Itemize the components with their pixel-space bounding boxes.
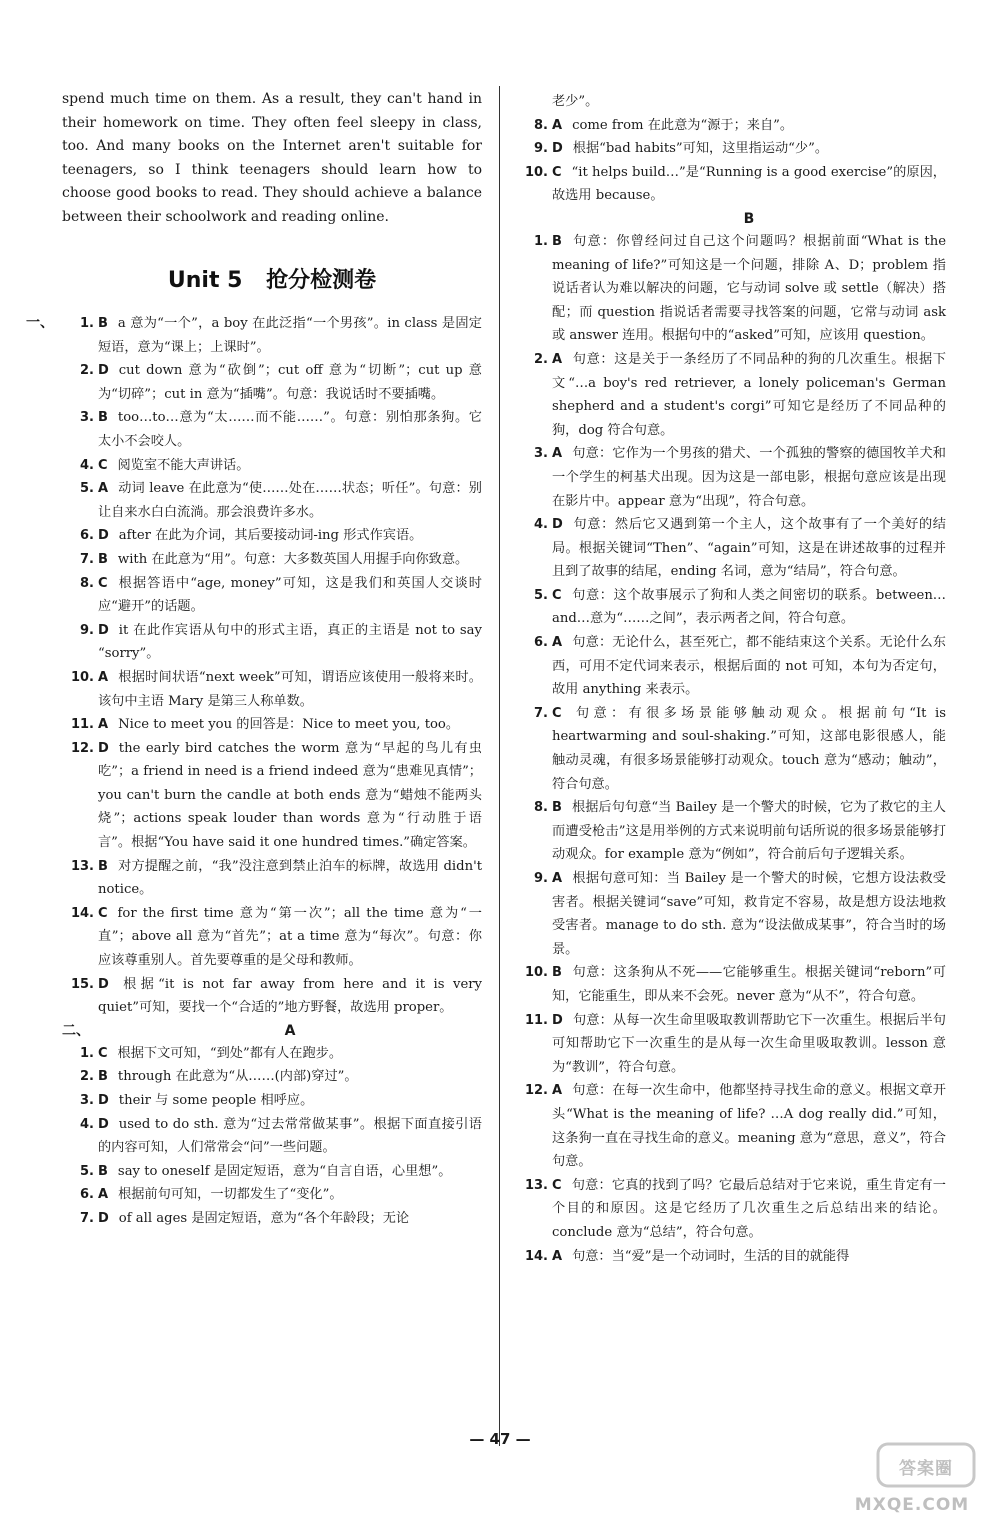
explanation-text: 句意：在每一次生命中，他都坚持寻找生命的意义。根据文章开头“What is the meaning of life? …A dog really did.”可知，这条狗一直在寻找生命的意义。meaning 意为“意思，意义”，符合句意。 — [552, 1083, 946, 1170]
answer-letter: A — [552, 635, 563, 651]
question-number: 12. — [524, 1083, 548, 1099]
answer-letter: A — [552, 351, 563, 367]
answer-letter: C — [552, 705, 562, 721]
section-1-item — [80, 524, 482, 548]
explanation-text: “it helps build…”是“Running is a good exercise”的原因，故选用 because。 — [552, 164, 946, 204]
section-2b-item — [534, 442, 946, 513]
question-number: 13. — [70, 858, 94, 874]
right-column — [516, 90, 946, 1268]
explanation-text: through 在此意为“从……(内部)穿过”。 — [117, 1069, 358, 1085]
section-1-item — [70, 666, 482, 713]
section-2b-item — [524, 1009, 946, 1080]
section-1-item — [80, 454, 482, 478]
explanation-text: 句意：这个故事展示了狗和人类之间密切的联系。between…and…意为“……之间”，表示两者之间，符合句意。 — [552, 587, 946, 627]
answer-letter: D — [552, 141, 563, 157]
explanation-text: with 在此意为“用”。句意：大多数英国人用握手向你致意。 — [117, 551, 469, 567]
answer-letter: B — [98, 858, 108, 874]
explanation-text: 根据时间状语“next week”可知，谓语应该使用一般将来时。该句中主语 Mary 是第三人称单数。 — [98, 669, 482, 709]
section-2a-item — [80, 1065, 482, 1089]
question-number: 2. — [80, 363, 94, 379]
explanation-text: after 在此为介词，其后要接动词-ing 形式作宾语。 — [118, 528, 423, 544]
question-number: 11. — [70, 717, 94, 733]
question-number: 6. — [80, 528, 94, 544]
answer-letter: D — [98, 1116, 109, 1132]
answer-letter: D — [98, 976, 109, 992]
intro-paragraph: spend much time on them. As a result, they can't hand in their homework on time. They often feel sleepy in class, too. And many books on the Internet aren't suitable for teenagers, so I think teenagers should learn how to choose good books to read. They should achieve a balance between their schoolwork and reading online. — [62, 91, 482, 225]
question-number: 4. — [534, 517, 548, 533]
explanation-text: 根据“it is not far away from here and it is very quiet”可知，要找一个“合适的”地方野餐，故选用 proper。 — [98, 976, 482, 1016]
question-number: 9. — [534, 871, 548, 886]
question-number: 7. — [80, 551, 94, 567]
continued-text: 老少”。 — [552, 94, 599, 109]
question-number: 3. — [80, 410, 94, 426]
explanation-text: 根据下文可知，“到处”都有人在跑步。 — [117, 1045, 343, 1061]
answer-letter: C — [98, 1045, 108, 1061]
explanation-text: 对方提醒之前，“我”没注意到禁止泊车的标牌，故选用 didn't notice。 — [98, 858, 482, 898]
explanation-text: 句意：有很多场景能够触动观众。根据前句“It is heartwarming and soul-shaking.”可知，这部电影很感人，能触动灵魂，有很多场景能够打动观众。touch 意为“感动；触动”，符合句意。 — [552, 705, 946, 792]
section-1-item — [70, 902, 482, 973]
section-2b-item — [534, 702, 946, 796]
section-1-item — [70, 855, 482, 902]
section-1-item — [80, 548, 482, 572]
section-1-item — [80, 477, 482, 524]
answer-letter: A — [552, 1248, 563, 1264]
question-number: 6. — [534, 635, 548, 651]
answer-letter: C — [98, 905, 108, 921]
explanation-text: 根据“bad habits”可知，这里指运动“少”。 — [572, 141, 829, 157]
answer-letter: B — [98, 551, 108, 567]
explanation-text: Nice to meet you 的回答是：Nice to meet you, too。 — [118, 717, 460, 733]
question-number: 1. — [534, 233, 548, 249]
part-a-heading: A — [284, 1022, 296, 1039]
section-2b-item — [524, 1174, 946, 1245]
section-2a-item — [534, 114, 946, 138]
section-2b-item — [534, 513, 946, 584]
explanation-text: 句意：从每一次生命里吸取教训帮助它下一次重生。根据后半句可知帮助它下一次重生的是从每一次生命里吸取教训。lesson 意为“教训”，符合句意。 — [552, 1012, 946, 1075]
section-2b-item — [534, 348, 946, 442]
section-2b-item — [534, 867, 946, 961]
question-number: 13. — [524, 1177, 548, 1193]
section-1-item — [70, 713, 482, 737]
question-number: 1. — [80, 316, 94, 331]
answer-letter: C — [552, 1177, 562, 1193]
section-2b-item — [534, 584, 946, 631]
answer-letter: A — [98, 1187, 109, 1203]
question-number: 14. — [70, 905, 94, 921]
section-2-mark: 二、 — [62, 1022, 90, 1039]
explanation-text: 句意：这条狗从不死——它能够重生。根据关键词“reborn”可知，它能重生，即从来不会死。never 意为“从不”，符合句意。 — [552, 965, 946, 1004]
explanation-text: 根据答语中“age, money”可知，这是我们和英国人交谈时应“避开”的话题。 — [98, 575, 482, 615]
answer-letter: D — [98, 1093, 109, 1108]
section-1-mark: 一、 — [26, 315, 54, 331]
section-2-head — [62, 1020, 482, 1042]
answer-letter: A — [552, 446, 563, 462]
explanation-text: 句意：它真的找到了吗？它最后总结对于它来说，重生肯定有一个目的和原因。这是它经历了几次重生之后总结出来的结论。conclude 意为“总结”，符合句意。 — [552, 1177, 946, 1240]
question-number: 10. — [70, 669, 94, 685]
section-2b-item — [524, 1079, 946, 1173]
section-2a-item — [80, 1042, 482, 1066]
explanation-text: say to oneself 是固定短语，意为“自言自语，心里想”。 — [117, 1163, 452, 1179]
answer-letter: A — [98, 481, 109, 497]
section-2a-list-continued — [516, 114, 946, 208]
svg-text:答案圈: 答案圈 — [899, 1459, 953, 1479]
question-number: 8. — [534, 117, 548, 133]
answer-letter: B — [98, 1069, 108, 1085]
answer-letter: B — [98, 316, 108, 331]
section-2b-item — [534, 796, 946, 867]
explanation-text: 句意：无论什么，甚至死亡，都不能结束这个关系。无论什么东西，可用不定代词来表示，根据后面的 not 可知，本句为否定句，故用 anything 来表示。 — [552, 635, 946, 698]
answer-letter: B — [552, 800, 562, 816]
explanation-text: it 在此作宾语从句中的形式主语，真正的主语是 not to say “sorry”。 — [98, 622, 482, 662]
section-1-item — [80, 359, 482, 406]
section-2b-item — [534, 230, 946, 348]
section-1-item — [80, 406, 482, 453]
question-number: 5. — [80, 481, 94, 497]
section-2a-item — [80, 1160, 482, 1184]
question-number: 9. — [534, 141, 548, 157]
answer-letter: A — [552, 1083, 563, 1099]
explanation-text: 句意：它作为一个男孩的猎犬、一个孤独的警察的德国牧羊犬和一个学生的柯基犬出现。因为这是一部电影，根据句意应该是出现在影片中。appear 意为“出现”，符合句意。 — [552, 446, 946, 509]
question-number: 4. — [80, 1116, 94, 1132]
answer-letter: A — [98, 717, 109, 733]
question-number: 8. — [80, 575, 94, 591]
explanation-text: their 与 some people 相呼应。 — [118, 1093, 314, 1108]
explanation-text: 句意：然后它又遇到第一个主人，这个故事有了一个美好的结局。根据关键词“Then”、“again”可知，这是在讲述故事的过程并且到了故事的结尾，ending 名词，意为“结局”，符合句意。 — [552, 517, 946, 580]
answer-letter: B — [98, 410, 108, 426]
column-divider — [499, 86, 500, 1446]
left-column — [26, 88, 482, 1231]
answer-letter: C — [98, 457, 108, 473]
question-number: 9. — [80, 622, 94, 638]
question-number: 12. — [70, 740, 94, 756]
section-2b-list — [516, 230, 946, 1268]
explanation-text: cut down 意为“砍倒”；cut off 意为“切断”；cut up 意为“切碎”；cut in 意为“插嘴”。句意：我说话时不要插嘴。 — [98, 363, 482, 402]
answer-letter: C — [98, 575, 108, 591]
explanation-text: 句意：你曾经问过自己这个问题吗？根据前面“What is the meaning of life?”可知这是一个问题，排除 A、D；problem 指说话者认为难以解决的问题，它与动词 solve 或 settle（解决）搭配；而 question 指说话者需要寻找答案的问题，它常与动词 ask 或 answer 连用。根据句中的“asked”可知，应该用 question。 — [552, 233, 946, 344]
explanation-text: used to do sth. 意为“过去常常做某事”。根据下面直接引语的内容可知，人们常常会“问”一些问题。 — [98, 1116, 482, 1156]
answer-letter: B — [98, 1163, 108, 1179]
explanation-text: 句意：这是关于一条经历了不同品种的狗的几次重生。根据下文“…a boy's red retriever, a lonely policeman's German shepherd and a student's corgi”可知它是经历了不同品种的狗，dog 符合句意。 — [552, 351, 946, 438]
page-number: — 47 — — [469, 1430, 531, 1448]
question-number: 6. — [80, 1187, 94, 1203]
question-number: 8. — [534, 800, 548, 816]
section-2b-item — [534, 631, 946, 702]
unit-title — [62, 263, 482, 294]
section-2a-list — [62, 1042, 482, 1231]
answer-letter: A — [98, 669, 109, 685]
explanation-text: 根据后句句意“当 Bailey 是一个警犬的时候，它为了救它的主人而遭受枪击”这是用举例的方式来说明前句话所说的很多场景能够打动观众。for example 意为“例如”，符合前后句子逻辑关系。 — [552, 800, 946, 863]
section-2a-item — [534, 137, 946, 161]
answer-letter: D — [98, 363, 109, 379]
question-number: 11. — [524, 1012, 548, 1028]
unit-number: Unit 5 — [167, 268, 243, 293]
explanation-text: 根据前句可知，一切都发生了“变化”。 — [118, 1187, 343, 1203]
explanation-text: come from 在此意为“源于；来自”。 — [572, 117, 794, 133]
explanation-text: of all ages 是固定短语，意为“各个年龄段；无论 — [118, 1210, 410, 1226]
section-1-item — [70, 737, 482, 855]
answer-letter: A — [552, 871, 563, 886]
question-number: 14. — [524, 1248, 548, 1264]
explanation-text: for the first time 意为“第一次”；all the time 意为“一直”；above all 意为“首先”；at a time 意为“每次”。句意：你应该尊重别人。首先要尊重的是父母和教师。 — [98, 905, 482, 969]
section-1-item — [80, 619, 482, 666]
explanation-text: a 意为“一个”，a boy 在此泛指“一个男孩”。in class 是固定短语，意为“课上；上课时”。 — [98, 316, 482, 355]
question-number: 4. — [80, 457, 94, 473]
answer-letter: C — [552, 587, 562, 603]
section-1-item — [70, 973, 482, 1020]
answer-letter: B — [552, 233, 562, 249]
section-2a-item — [80, 1113, 482, 1160]
explanation-text: too…to…意为“太……而不能……”。句意：别怕那条狗。它太小不会咬人。 — [98, 410, 482, 449]
question-number: 3. — [534, 446, 548, 462]
section-1-item — [80, 572, 482, 619]
question-number: 2. — [534, 351, 548, 367]
answer-letter: D — [98, 1210, 109, 1226]
question-number: 5. — [534, 587, 548, 603]
section-2b-item — [524, 1245, 946, 1269]
svg-text:MXQE.COM: MXQE.COM — [854, 1495, 970, 1515]
section-1-list — [26, 312, 482, 1020]
explanation-text: the early bird catches the worm 意为“早起的鸟儿有虫吃”；a friend in need is a friend indeed 意为“患难见真情”；you can't burn the candle at both ends 意为“蜡烛不能两头烧”；actions speak louder than words 意为“行动胜于语言”。根据“You have said it one hundred times.”确定答案。 — [98, 740, 482, 851]
answer-letter: D — [98, 740, 109, 756]
question-number: 5. — [80, 1163, 94, 1179]
answer-letter: D — [98, 528, 109, 544]
answer-letter: D — [552, 517, 563, 533]
question-number: 15. — [70, 976, 94, 992]
question-number: 7. — [534, 705, 548, 721]
unit-name: 抢分检测卷 — [266, 268, 377, 293]
section-2a-item — [524, 161, 946, 208]
watermark-logo — [820, 1440, 990, 1520]
question-number: 2. — [80, 1069, 94, 1085]
explanation-text: 动词 leave 在此意为“使……处在……状态；听任”。句意：别让自来水白白流淌。那会浪费许多水。 — [98, 481, 482, 520]
answer-letter: B — [552, 965, 562, 981]
explanation-text: 句意：当“爱”是一个动词时，生活的目的就能得 — [572, 1248, 850, 1264]
answer-letter: C — [552, 164, 562, 180]
question-number: 10. — [524, 164, 548, 180]
question-number: 3. — [80, 1093, 94, 1108]
question-number: 7. — [80, 1210, 94, 1226]
explanation-text: 根据句意可知：当 Bailey 是一个警犬的时候，它想方设法救受害者。根据关键词“save”可知，救肯定不容易，故是想方设法地救受害者。manage to do sth. 意为“设法做成某事”，符合当时的场景。 — [552, 871, 946, 957]
section-1-item — [80, 312, 482, 359]
answer-letter: A — [552, 117, 563, 133]
question-number: 1. — [80, 1045, 94, 1061]
section-2a-item — [80, 1183, 482, 1207]
question-number: 10. — [524, 965, 548, 981]
section-2a-item — [80, 1207, 482, 1231]
part-b-heading: B — [743, 210, 755, 227]
answer-letter: D — [98, 622, 109, 638]
answer-letter: D — [552, 1012, 563, 1028]
section-2a-item — [80, 1089, 482, 1113]
section-2b-item — [524, 961, 946, 1008]
explanation-text: 阅览室不能大声讲话。 — [117, 457, 250, 473]
